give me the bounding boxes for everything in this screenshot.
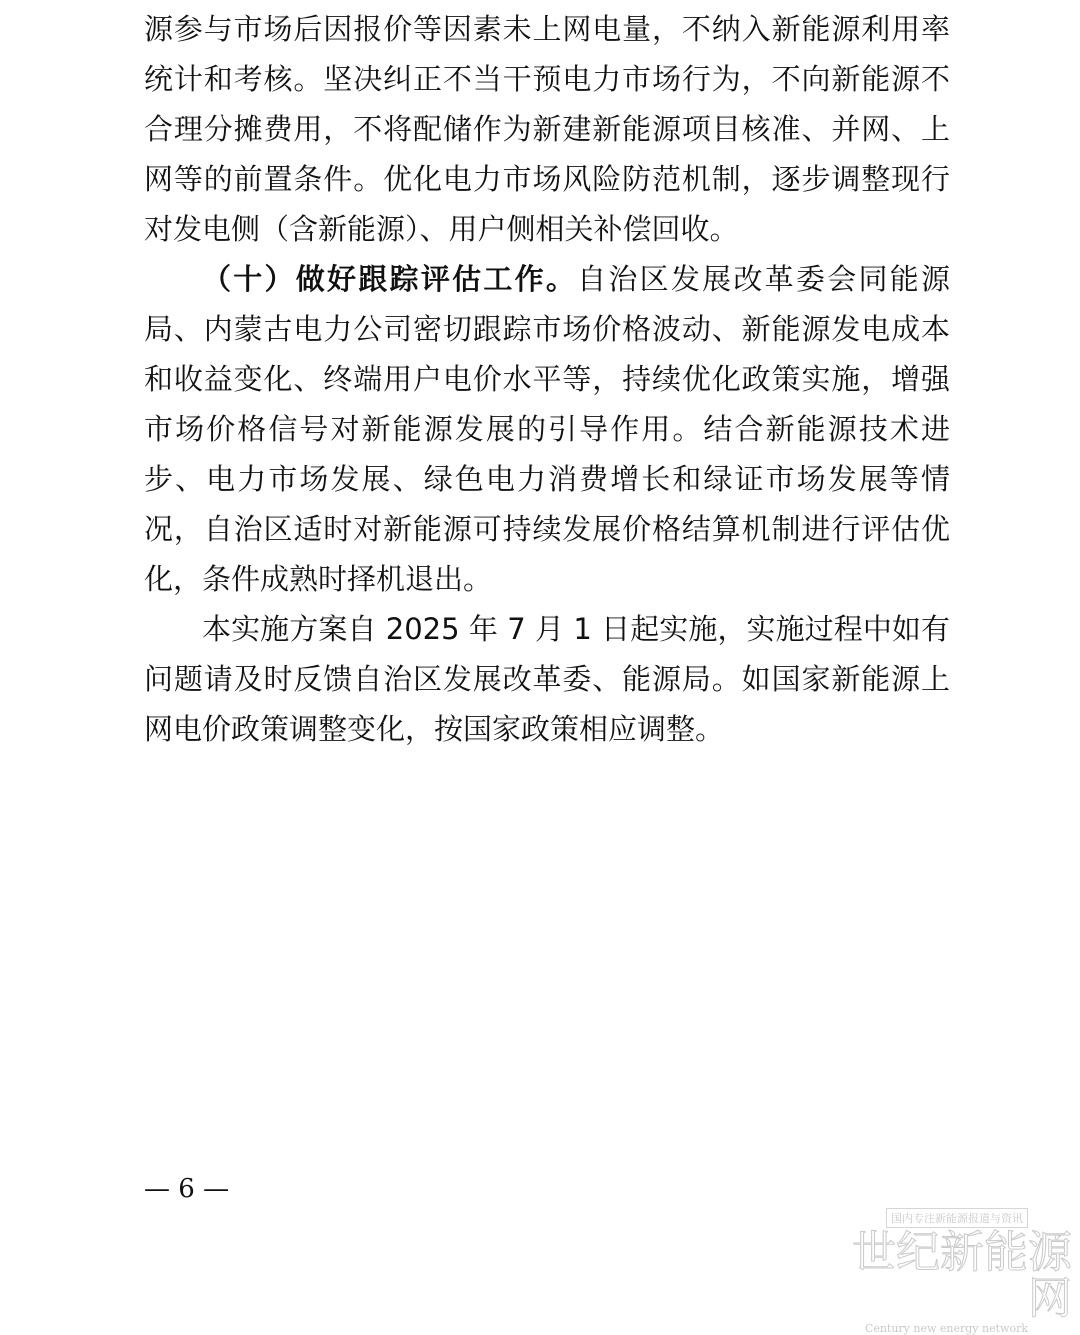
paragraph-implementation: 本实施方案自 2025 年 7 月 1 日起实施，实施过程中如有问题请及时反馈自治区发展改革委、能源局。如国家新能源上网电价政策调整变化，按国家政策相应调整。 xyxy=(144,612,950,746)
section-body: 自治区发展改革委会同能源局、内蒙古电力公司密切跟踪市场价格波动、新能源发电成本和收益变化、终端用户电价水平等，持续优化政策实施，增强市场价格信号对新能源发展的引导作用。结合新能源技术进步、电力市场发展、绿色电力消费增长和绿证市场发展等情况，自治区适时对新能源可持续发展价格结算机制进行评估优化，条件成熟时择机退出。 xyxy=(144,262,950,596)
watermark-logo xyxy=(840,1207,1072,1335)
page-number: — 6 — xyxy=(144,1174,230,1204)
watermark-tagline: 国内专注新能源报道与资讯 xyxy=(886,1208,1028,1228)
paragraph-tracking-evaluation xyxy=(144,254,950,604)
section-heading: （十）做好跟踪评估工作。 xyxy=(202,262,578,296)
watermark-title: 世纪新能源网 xyxy=(852,1227,1072,1324)
paragraph-continuation: 源参与市场后因报价等因素未上网电量，不纳入新能源利用率统计和考核。坚决纠正不当干预电力市场行为，不向新能源不合理分摊费用，不将配储作为新建新能源项目核准、并网、上网等的前置条件。优化电力市场风险防范机制，逐步调整现行对发电侧（含新能源）、用户侧相关补偿回收。 xyxy=(144,12,950,246)
document-body xyxy=(144,4,950,754)
watermark-subtitle: Century new energy network xyxy=(864,1322,1028,1335)
